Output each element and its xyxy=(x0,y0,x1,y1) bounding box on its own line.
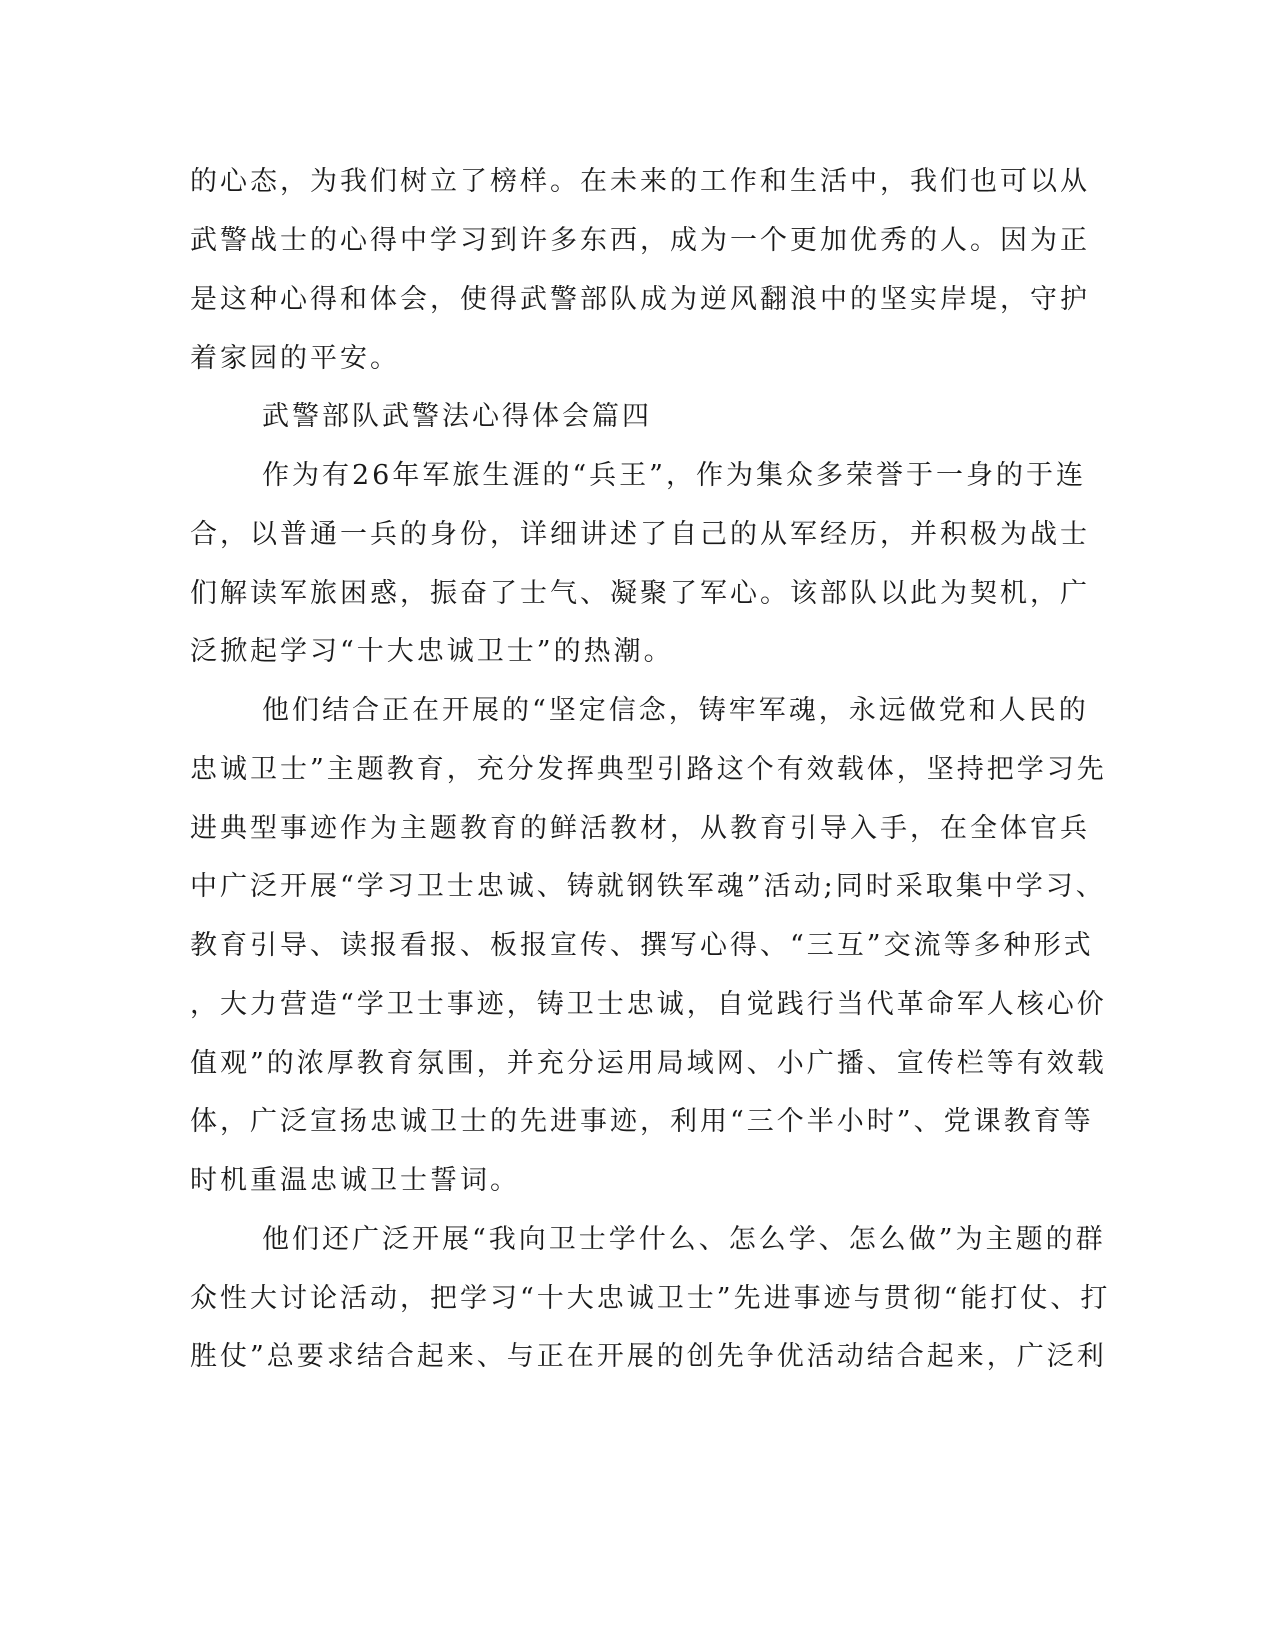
text-line: 他们还广泛开展“我向卫士学什么、怎么学、怎么做”为主题的群 xyxy=(262,1224,1106,1255)
text-line: 合，以普通一兵的身份，详细讲述了自己的从军经历，并积极为战士 xyxy=(190,519,1090,550)
text-line: 体，广泛宣扬忠诚卫士的先进事迹，利用“三个半小时”、党课教育等 xyxy=(190,1106,1094,1137)
text-line: ，大力营造“学卫士事迹，铸卫士忠诚，自觉践行当代革命军人核心价 xyxy=(190,989,1107,1020)
text-line: 进典型事迹作为主题教育的鲜活教材，从教育引导入手，在全体官兵 xyxy=(190,813,1090,844)
text-line: 的心态，为我们树立了榜样。在未来的工作和生活中，我们也可以从 xyxy=(190,166,1090,197)
text-line: 值观”的浓厚教育氛围，并充分运用局域网、小广播、宣传栏等有效载 xyxy=(190,1048,1107,1079)
text-line: 是这种心得和体会，使得武警部队成为逆风翻浪中的坚实岸堤，守护 xyxy=(190,284,1090,315)
text-line: 们解读军旅困惑，振奋了士气、凝聚了军心。该部队以此为契机，广 xyxy=(190,578,1090,609)
section-heading: 武警部队武警法心得体会篇四 xyxy=(262,401,652,432)
text-line: 作为有26年军旅生涯的“兵王”，作为集众多荣誉于一身的于连 xyxy=(262,460,1086,491)
text-line: 教育引导、读报看报、板报宣传、撰写心得、“三互”交流等多种形式 xyxy=(190,930,1094,961)
text-line: 中广泛开展“学习卫士忠诚、铸就钢铁军魂”活动;同时采取集中学习、 xyxy=(190,871,1106,902)
text-line: 众性大讨论活动，把学习“十大忠诚卫士”先进事迹与贯彻“能打仗、打 xyxy=(190,1283,1111,1314)
text-line: 他们结合正在开展的“坚定信念，铸牢军魂，永远做党和人民的 xyxy=(262,695,1089,726)
text-line: 着家园的平安。 xyxy=(190,343,400,374)
text-line: 武警战士的心得中学习到许多东西，成为一个更加优秀的人。因为正 xyxy=(190,225,1090,256)
text-line: 时机重温忠诚卫士誓词。 xyxy=(190,1165,520,1196)
text-line: 忠诚卫士”主题教育，充分发挥典型引路这个有效载体，坚持把学习先 xyxy=(190,754,1107,785)
text-line: 泛掀起学习“十大忠诚卫士”的热潮。 xyxy=(190,636,674,667)
text-line: 胜仗”总要求结合起来、与正在开展的创先争优活动结合起来，广泛利 xyxy=(190,1341,1107,1372)
